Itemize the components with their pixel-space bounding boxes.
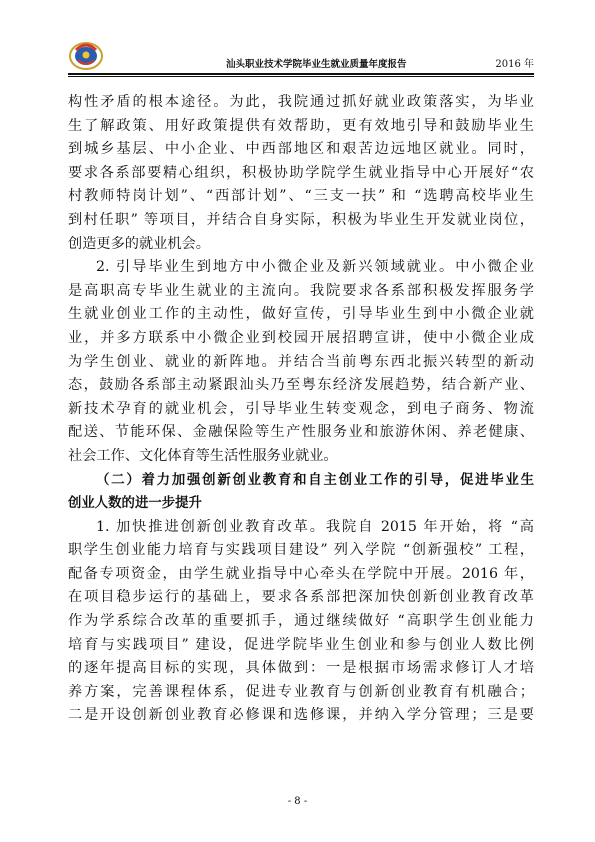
body-text [68, 91, 534, 728]
paragraph-line: 配送、节能环保、金融保险等生产性服务业和旅游休闲、养老健康、 [68, 424, 534, 441]
paragraph-line: 业，并多方联系中小微企业到校园开展招聘宣讲，使中小微企业成 [68, 329, 534, 346]
paragraph-line: 要求各系部要精心组织，积极协助学院学生就业指导中心开展好“农 [68, 164, 534, 181]
paragraph-line: 生就业创业工作的主动性，做好宣传，引导毕业生到中小微企业就 [68, 306, 534, 323]
paragraph-line: 态，鼓励各系部主动紧跟汕头乃至粤东经济发展趋势，结合新产业、 [68, 377, 534, 394]
paragraph-line: 作为学系综合改革的重要抓手，通过继续做好 “高职学生创业能力 [68, 613, 534, 630]
paragraph-line: 构性矛盾的根本途径。为此，我院通过抓好就业政策落实，为毕业 [68, 94, 534, 110]
page-number: - 8 - [287, 796, 308, 807]
paragraph-line: 到城乡基层、中小企业、中西部地区和艰苦边远地区就业。同时， [68, 141, 534, 158]
paragraph-line: 村教师特岗计划”、“西部计划”、“三支一扶” 和 “选聘高校毕业生 [68, 188, 534, 205]
page-header [68, 38, 534, 72]
paragraph-line: 在项目稳步运行的基础上，要求各系部把深加快创新创业教育改革 [68, 589, 534, 606]
paragraph-line: 养方案，完善课程体系，促进专业教育与创新创业教育有机融合； [68, 683, 534, 700]
paragraph-line: 二是开设创新创业教育必修课和选修课，并纳入学分管理；三是要 [68, 707, 534, 724]
report-title: 汕头职业技术学院毕业生就业质量年度报告 [226, 59, 407, 70]
paragraph-line: 为学生创业、就业的新阵地。并结合当前粤东西北振兴转型的新动 [68, 353, 534, 370]
section-heading-line: （二）着力加强创新创业教育和自主创业工作的引导，促进毕业生 [96, 472, 534, 488]
header-divider-thin [68, 76, 534, 77]
paragraph-line: 培育与实践项目” 建设，促进学院毕业生创业和参与创业人数比例 [68, 636, 534, 653]
paragraph-line: 配备专项资金，由学生就业指导中心牵头在学院中开展。2016 年， [68, 565, 534, 582]
paragraph-line: 是高职高专毕业生就业的主流向。我院要求各系部积极发挥服务学 [68, 282, 534, 299]
paragraph-line: 新技术孕育的就业机会，引导毕业生转变观念，到电子商务、物流 [68, 400, 534, 417]
paragraph-line: 到村任职” 等项目，并结合自身实际，积极为毕业生开发就业岗位， [68, 211, 534, 228]
report-year: 2016 年 [495, 59, 534, 70]
paragraph-line: 职学生创业能力培育与实践项目建设” 列入学院 “创新强校” 工程， [68, 542, 534, 559]
paragraph-line: 2. 引导毕业生到地方中小微企业及新兴领域就业。中小微企业 [96, 259, 534, 276]
paragraph-line: 1. 加快推进创新创业教育改革。我院自 2015 年开始，将 “高 [96, 518, 534, 535]
paragraph-line: 创造更多的就业机会。 [68, 235, 210, 252]
paragraph-line: 生了解政策、用好政策提供有效帮助，更有效地引导和鼓励毕业生 [68, 117, 534, 134]
college-logo-icon [68, 38, 104, 72]
paragraph-line: 的逐年提高目标的实现，具体做到：一是根据市场需求修订人才培 [68, 660, 534, 677]
section-heading-line: 创业人数的进一步提升 [68, 496, 202, 512]
paragraph-line: 社会工作、文化体育等生活性服务业就业。 [68, 447, 338, 464]
header-divider [68, 73, 534, 75]
